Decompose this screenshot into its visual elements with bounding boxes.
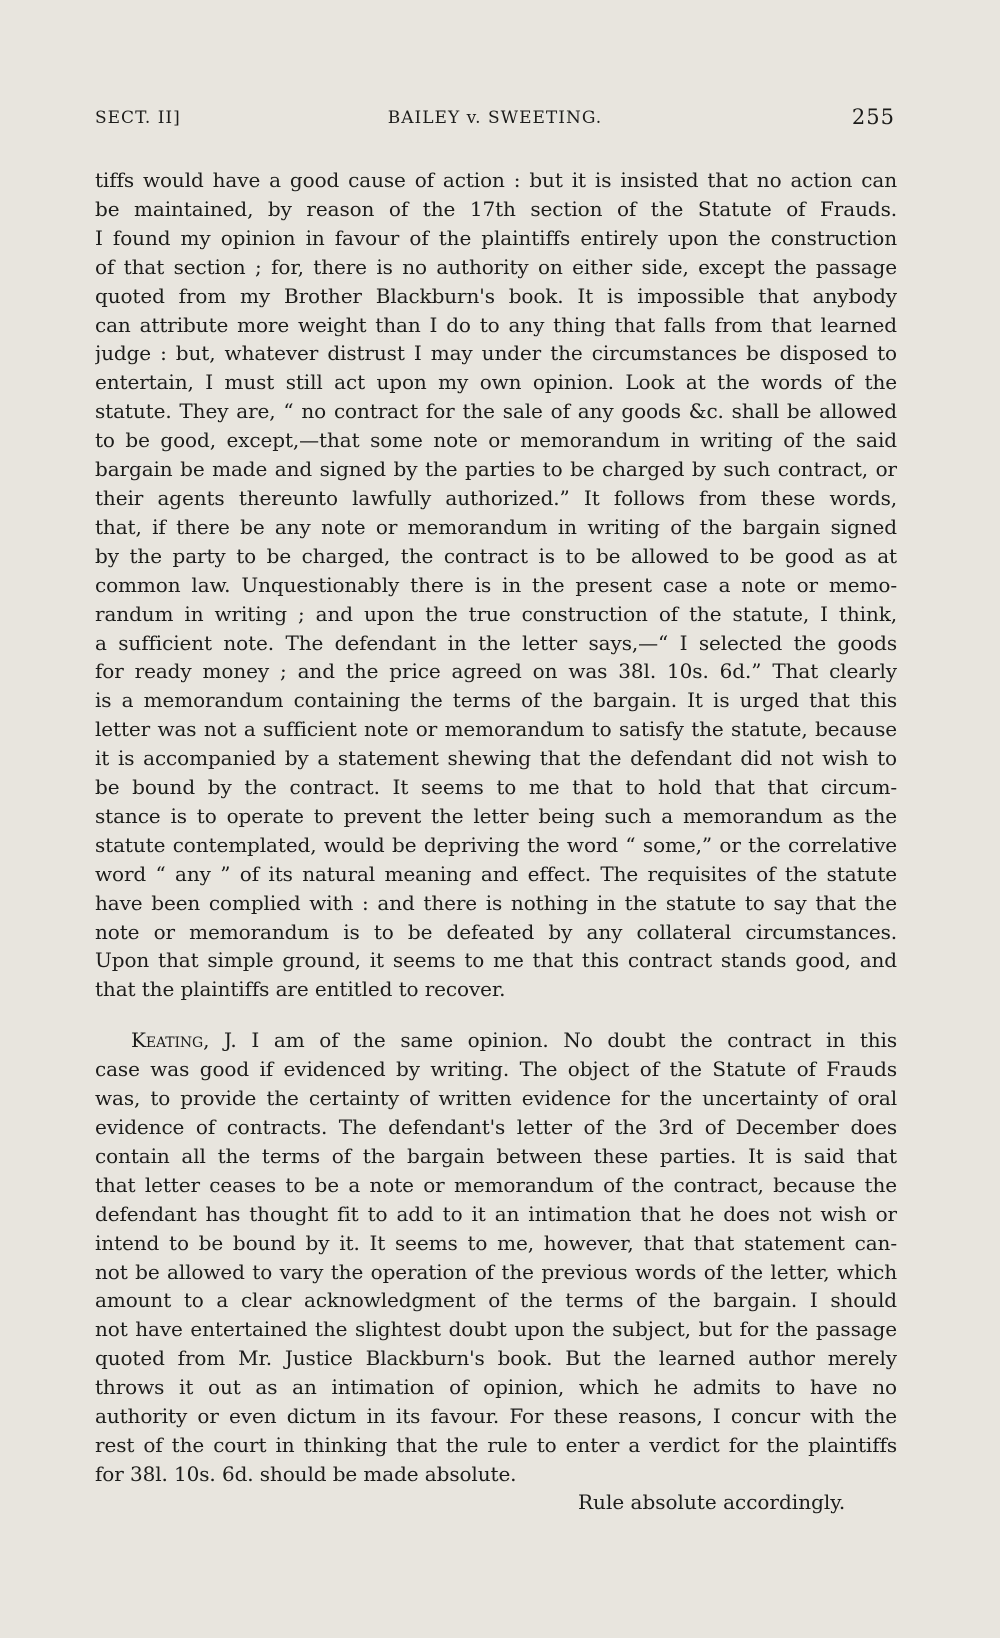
- text-line: be maintained, by reason of the 17th section of the Statute of Frauds.: [95, 196, 897, 221]
- text-line: intend to be bound by it. It seems to me, however, that that statement can-: [95, 1230, 897, 1255]
- text-line: be bound by the contract. It seems to me that to hold that that circum-: [95, 775, 897, 800]
- text-line: I found my opinion in favour of the plaintiffs entirely upon the construction: [95, 225, 897, 250]
- text-line: for 38l. 10s. 6d. should be made absolute.: [95, 1461, 517, 1486]
- text-line: a sufficient note. The defendant in the letter says,—“ I selected the goods: [95, 630, 897, 655]
- text-line: of that section ; for, there is no authority on either side, except the passage: [95, 254, 897, 279]
- text-line: it is accompanied by a statement shewing that the defendant did not wish to: [95, 746, 897, 771]
- text-line: statute contemplated, would be depriving the word “ some,” or the correlative: [95, 832, 897, 857]
- text-line: stance is to operate to prevent the letter being such a memorandum as the: [95, 803, 897, 828]
- text-line: judge : but, whatever distrust I may under the circumstances be disposed to: [95, 341, 897, 366]
- text-line: case was good if evidenced by writing. The object of the Statute of Frauds: [95, 1057, 897, 1082]
- text-line: not have entertained the slightest doubt upon the subject, but for the passage: [95, 1317, 897, 1342]
- text-line: randum in writing ; and upon the true construction of the statute, I think,: [95, 601, 897, 626]
- text-line: letter was not a sufficient note or memorandum to satisfy the statute, because: [95, 717, 897, 742]
- text-line: by the party to be charged, the contract is to be allowed to be good as at: [95, 543, 897, 568]
- case-title: BAILEY v. SWEETING.: [387, 108, 603, 128]
- text-line: quoted from Mr. Justice Blackburn's book. But the learned author merely: [95, 1346, 897, 1371]
- text-line: defendant has thought fit to add to it an intimation that he does not wish or: [95, 1201, 897, 1226]
- closing-line: Rule absolute accordingly.: [578, 1490, 846, 1514]
- text-line: to be good, except,—that some note or memorandum in writing of the said: [95, 428, 897, 453]
- text-line: authority or even dictum in its favour. For these reasons, I concur with the: [95, 1404, 897, 1429]
- text-line: amount to a clear acknowledgment of the terms of the bargain. I should: [95, 1288, 897, 1313]
- text-line: throws it out as an intimation of opinion, which he admits to have no: [95, 1375, 897, 1400]
- text-line: quoted from my Brother Blackburn's book. It is impossible that anybody: [95, 283, 897, 308]
- text-line: can attribute more weight than I do to any thing that falls from that learned: [95, 312, 897, 337]
- text-line: their agents thereunto lawfully authorized.” It follows from these words,: [95, 485, 897, 510]
- paragraph-keating-opinion: [95, 1026, 897, 1489]
- text-line: entertain, I must still act upon my own opinion. Look at the words of the: [95, 370, 897, 395]
- text-line: evidence of contracts. The defendant's letter of the 3rd of December does: [95, 1115, 897, 1139]
- text-line: tiffs would have a good cause of action : but it is insisted that no action can: [95, 168, 897, 192]
- text-line: that letter ceases to be a note or memorandum of the contract, because the: [95, 1172, 897, 1197]
- text-line: that, if there be any note or memorandum in writing of the bargain signed: [95, 514, 897, 539]
- text-line: for ready money ; and the price agreed on was 38l. 10s. 6d.” That clearly: [95, 659, 897, 684]
- text-line: contain all the terms of the bargain between these parties. It is said that: [95, 1143, 897, 1168]
- text-line: Upon that simple ground, it seems to me that this contract stands good, and: [95, 948, 897, 973]
- text-line: word “ any ” of its natural meaning and effect. The requisites of the statute: [95, 861, 897, 886]
- text-line: note or memorandum is to be defeated by any collateral circumstances.: [95, 919, 897, 944]
- text-line: rest of the court in thinking that the rule to enter a verdict for the plaintiffs: [95, 1432, 897, 1457]
- text-line: was, to provide the certainty of written evidence for the uncertainty of oral: [95, 1086, 897, 1111]
- text-line: have been complied with : and there is nothing in the statute to say that the: [95, 890, 897, 915]
- paragraph-judgment-continued: [95, 166, 897, 1004]
- speaker-name: Keating, J.: [131, 1028, 237, 1053]
- text-line: bargain be made and signed by the parties to be charged by such contract, or: [95, 457, 897, 482]
- text-line: common law. Unquestionably there is in the present case a note or memo-: [95, 572, 897, 597]
- page-body: [95, 166, 897, 1489]
- page-number: 255: [851, 105, 895, 129]
- text-line: is a memorandum containing the terms of the bargain. It is urged that this: [95, 688, 897, 713]
- text-line: Keating, J. I am of the same opinion. No doubt the contract in this: [131, 1028, 897, 1053]
- text-line: not be allowed to vary the operation of the previous words of the letter, which: [95, 1259, 897, 1284]
- text-line: statute. They are, “ no contract for the sale of any goods &c. shall be allowed: [95, 399, 897, 424]
- text-line: that the plaintiffs are entitled to recover.: [95, 977, 506, 1002]
- running-header: [95, 105, 895, 138]
- section-label: SECT. II]: [95, 108, 181, 128]
